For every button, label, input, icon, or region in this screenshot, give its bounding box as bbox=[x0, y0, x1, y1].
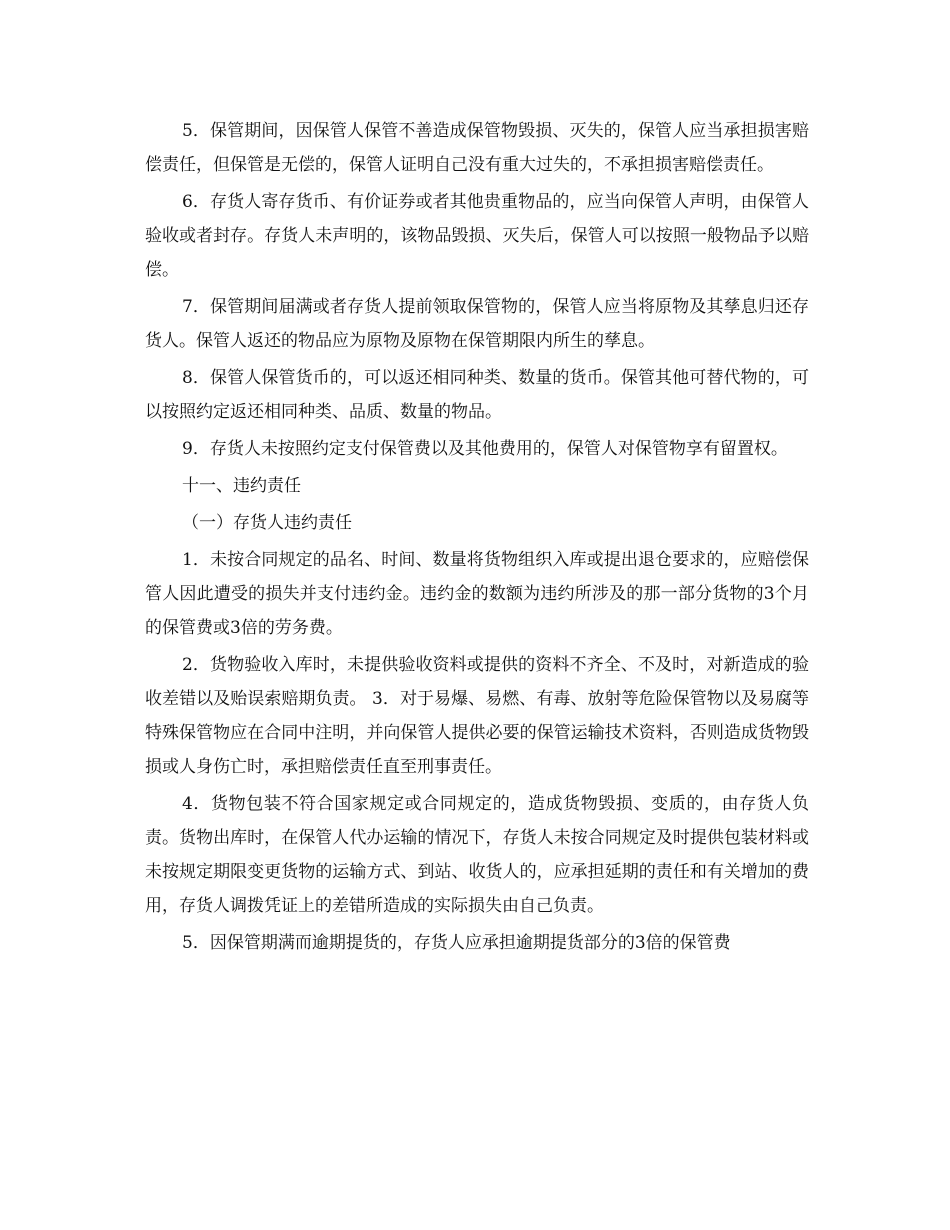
paragraph-item-2-3-inspection-hazardous: 2．货物验收入库时，未提供验收资料或提供的资料不齐全、不及时，对新造成的验收差错以及贻误索赔期负责。 3．对于易爆、易燃、有毒、放射等危险保管物以及易腐等特殊保管物应在合同中注明，并向保管人提供必要的保管运输技术资料，否则造成货物毁损或人身伤亡时，承担赔偿责任直至刑事责任。 bbox=[145, 655, 809, 777]
paragraph-item-9-lien-right: 9．存货人未按照约定支付保管费以及其他费用的，保管人对保管物享有留置权。 bbox=[182, 439, 788, 459]
document-body bbox=[145, 114, 809, 963]
paragraph-item-4-packaging: 4．货物包装不符合国家规定或合同规定的，造成货物毁损、变质的，由存货人负责。货物出库时，在保管人代办运输的情况下，存货人未按合同规定及时提供包装材料或未按规定期限变更货物的运输方式、到站、收货人的，应承担延期的责任和有关增加的费用，存货人调拨凭证上的差错所造成的实际损失由自己负责。 bbox=[145, 794, 809, 916]
paragraph-item-7-return-of-goods: 7．保管期间届满或者存货人提前领取保管物的，保管人应当将原物及其孳息归还存货人。保管人返还的物品应为原物及原物在保管期限内所生的孳息。 bbox=[145, 297, 809, 351]
paragraph-item-5-custody-damage: 5．保管期间，因保管人保管不善造成保管物毁损、灭失的，保管人应当承担损害赔偿责任，但保管是无偿的，保管人证明自己没有重大过失的，不承担损害赔偿责任。 bbox=[145, 121, 809, 175]
paragraph-item-6-valuables-declaration: 6．存货人寄存货币、有价证券或者其他贵重物品的，应当向保管人声明，由保管人验收或者封存。存货人未声明的，该物品毁损、灭失后，保管人可以按照一般物品予以赔偿。 bbox=[145, 192, 809, 280]
paragraph-item-5-overdue-pickup: 5．因保管期满而逾期提货的，存货人应承担逾期提货部分的3倍的保管费 bbox=[182, 933, 731, 953]
paragraph-item-8-currency-return: 8．保管人保管货币的，可以返还相同种类、数量的货币。保管其他可替代物的，可以按照约定返还相同种类、品质、数量的物品。 bbox=[145, 368, 809, 422]
paragraph-item-1-storage-default: 1．未按合同规定的品名、时间、数量将货物组织入库或提出退仓要求的，应赔偿保管人因此遭受的损失并支付违约金。违约金的数额为违约所涉及的那一部分货物的3个月的保管费或3倍的劳务费。 bbox=[145, 550, 809, 638]
subsection-heading-depositor-liability: （一）存货人违约责任 bbox=[182, 513, 352, 533]
section-heading-breach-liability: 十一、违约责任 bbox=[182, 476, 301, 496]
